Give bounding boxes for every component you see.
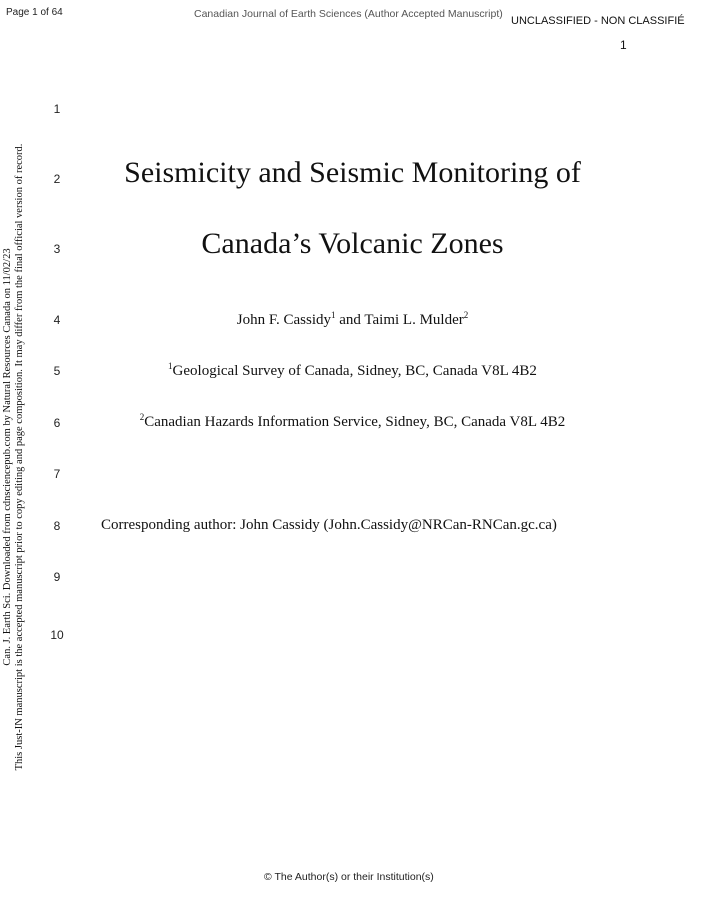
line-number-2: 2: [53, 172, 61, 186]
copyright-footer: © The Author(s) or their Institution(s): [264, 871, 434, 883]
page-label: Page 1 of 64: [6, 7, 63, 18]
affiliation-1-marker: 1: [168, 361, 173, 371]
line-number-8: 8: [53, 519, 61, 533]
affiliation-2-text: Canadian Hazards Information Service, Sidney, BC, Canada V8L 4B2: [144, 414, 566, 430]
corresponding-author: Corresponding author: John Cassidy (John.Cassidy@NRCan-RNCan.gc.ca): [101, 517, 557, 533]
author-name-1: John F. Cassidy: [236, 312, 331, 328]
classification-label: UNCLASSIFIED - NON CLASSIFIÉ: [511, 15, 685, 27]
author-name-2: Taimi L. Mulder: [364, 312, 464, 328]
author-affiliation-1: 1: [330, 310, 336, 320]
affiliation-1: [0, 362, 705, 380]
download-notice-line-2: This Just-IN manuscript is the accepted manuscript prior to copy editing and page composition. It may differ from the final official version of record.: [14, 143, 25, 771]
line-number-1: 1: [53, 102, 61, 116]
download-notice-line-1: Can. J. Earth Sci. Downloaded from cdnsciencepub.com by Natural Resources Canada on 11/02/23: [2, 248, 13, 666]
journal-header: Canadian Journal of Earth Sciences (Author Accepted Manuscript): [194, 8, 503, 20]
line-number-4: 4: [53, 313, 61, 327]
line-number-10: 10: [50, 628, 64, 642]
line-number-6: 6: [53, 416, 61, 430]
paper-title-line-2: Canada’s Volcanic Zones: [201, 227, 504, 260]
affiliation-2-marker: 2: [139, 412, 145, 422]
line-number-9: 9: [53, 570, 61, 584]
author-joiner: and: [335, 312, 365, 328]
line-number-5: 5: [53, 364, 61, 378]
author-affiliation-2: 2: [463, 310, 469, 320]
affiliation-1-text: Geological Survey of Canada, Sidney, BC, Canada V8L 4B2: [172, 363, 537, 379]
line-number-7: 7: [53, 467, 61, 481]
paper-title-line-1: Seismicity and Seismic Monitoring of: [124, 156, 581, 189]
line-number-3: 3: [53, 242, 61, 256]
page-number: 1: [620, 38, 627, 52]
affiliation-2: [0, 413, 705, 431]
author-line: [0, 311, 705, 329]
